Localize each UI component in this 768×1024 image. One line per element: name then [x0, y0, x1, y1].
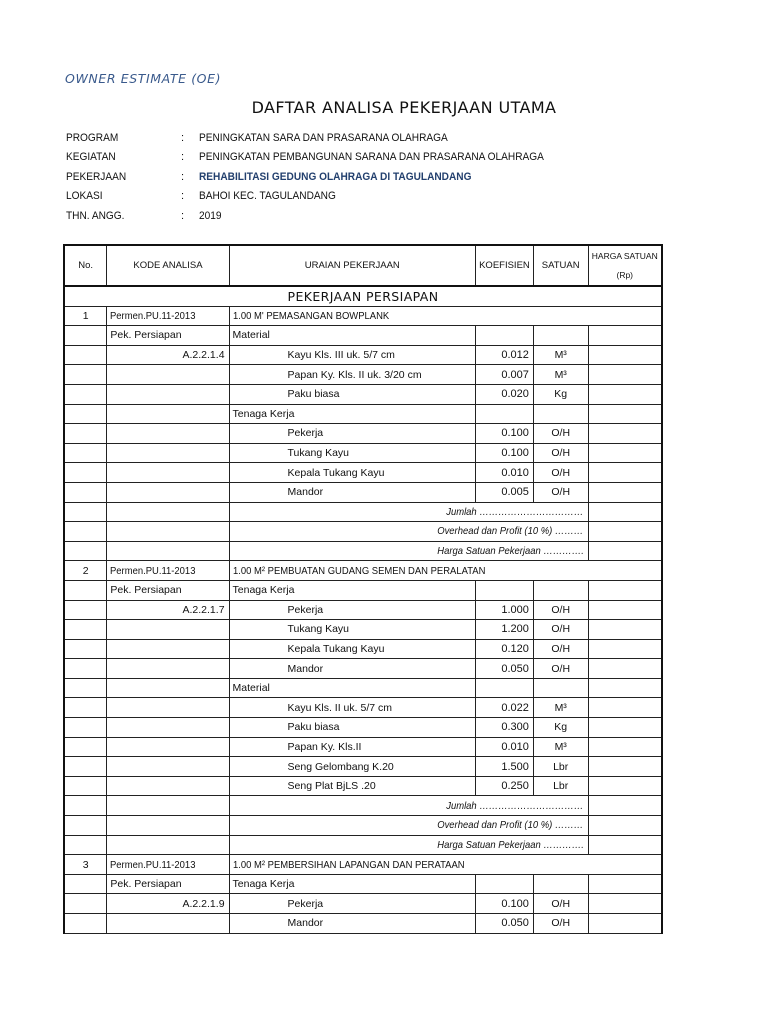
coefficient: 0.012 [476, 345, 534, 365]
coefficient: 1.000 [476, 600, 534, 620]
unit: Kg [533, 384, 588, 404]
item-number: 2 [64, 561, 107, 581]
summary-jumlah-text: Jumlah …………………………… [446, 505, 584, 518]
component-name: Kayu Kls. III uk. 5/7 cm [229, 345, 475, 365]
empty-cell [64, 678, 107, 698]
empty-cell [64, 776, 107, 796]
summary-jumlah-text: Jumlah …………………………… [446, 799, 584, 812]
coefficient: 0.007 [476, 365, 534, 385]
empty-cell [64, 659, 107, 679]
unit-price-cell [588, 345, 662, 365]
empty-cell [476, 326, 534, 346]
analysis-code: A.2.2.1.9 [107, 894, 229, 914]
empty-cell [64, 482, 107, 502]
header-satuan: SATUAN [533, 245, 588, 286]
empty-cell [107, 404, 229, 424]
empty-cell [64, 365, 107, 385]
component-row [64, 600, 662, 620]
coefficient: 1.500 [476, 757, 534, 777]
info-value: REHABILITASI GEDUNG OLAHRAGA DI TAGULANDANG [199, 170, 472, 183]
item-reference-text: Permen.PU.11-2013 [110, 564, 196, 577]
summary-jumlah [229, 796, 588, 816]
item-reference [107, 561, 229, 581]
summary-value [588, 835, 662, 855]
unit-price-cell [588, 463, 662, 483]
unit-price-cell [588, 718, 662, 738]
empty-cell [64, 874, 107, 894]
info-row [66, 187, 706, 207]
analysis-code: A.2.2.1.4 [107, 345, 229, 365]
empty-cell [476, 678, 534, 698]
component-name: Mandor [229, 914, 475, 934]
unit-price-cell [588, 600, 662, 620]
empty-cell [533, 874, 588, 894]
unit-price-cell [588, 639, 662, 659]
empty-cell [64, 345, 107, 365]
component-name: Seng Gelombang K.20 [229, 757, 475, 777]
component-row [64, 482, 662, 502]
coefficient: 0.020 [476, 384, 534, 404]
component-row [64, 463, 662, 483]
info-row [66, 167, 706, 187]
empty-cell [107, 698, 229, 718]
info-value: PENINGKATAN SARA DAN PRASARANA OLAHRAGA [199, 131, 448, 144]
empty-cell [533, 404, 588, 424]
info-colon: : [181, 209, 185, 222]
unit: O/H [533, 600, 588, 620]
empty-cell [107, 384, 229, 404]
empty-cell [64, 894, 107, 914]
empty-cell [107, 718, 229, 738]
group-row [64, 326, 662, 346]
item-header-row [64, 561, 662, 581]
empty-cell [64, 600, 107, 620]
component-row [64, 365, 662, 385]
info-colon: : [181, 170, 185, 183]
summary-harga [229, 541, 588, 561]
coefficient: 0.120 [476, 639, 534, 659]
component-row [64, 737, 662, 757]
component-name: Papan Ky. Kls.II [229, 737, 475, 757]
unit: O/H [533, 443, 588, 463]
component-row [64, 384, 662, 404]
summary-row [64, 522, 662, 542]
unit: O/H [533, 659, 588, 679]
summary-value [588, 541, 662, 561]
component-name: Kayu Kls. II uk. 5/7 cm [229, 698, 475, 718]
table-header-row [64, 245, 662, 286]
empty-cell [107, 914, 229, 934]
owner-estimate-label: OWNER ESTIMATE (OE) [65, 71, 222, 86]
group-label: Pek. Persiapan [107, 874, 229, 894]
empty-cell [107, 502, 229, 522]
section-row [64, 286, 662, 306]
page-title: DAFTAR ANALISA PEKERJAAN UTAMA [251, 98, 557, 117]
empty-cell [64, 718, 107, 738]
unit: M³ [533, 737, 588, 757]
section-title: PEKERJAAN PERSIAPAN [64, 286, 662, 306]
component-name: Tukang Kayu [229, 443, 475, 463]
empty-cell [64, 835, 107, 855]
empty-cell [107, 776, 229, 796]
empty-cell [64, 384, 107, 404]
info-value: BAHOI KEC. TAGULANDANG [199, 190, 336, 203]
empty-cell [107, 796, 229, 816]
summary-row [64, 835, 662, 855]
empty-cell [64, 522, 107, 542]
empty-cell [588, 326, 662, 346]
header-uraian: URAIAN PEKERJAAN [229, 245, 475, 286]
empty-cell [64, 796, 107, 816]
unit: O/H [533, 894, 588, 914]
component-row [64, 424, 662, 444]
item-header-row [64, 855, 662, 875]
empty-cell [588, 874, 662, 894]
component-name: Seng Plat BjLS .20 [229, 776, 475, 796]
coefficient: 0.100 [476, 424, 534, 444]
empty-cell [107, 639, 229, 659]
empty-cell [64, 580, 107, 600]
info-row [66, 128, 706, 148]
item-title [229, 561, 662, 581]
group-name: Material [229, 326, 475, 346]
group-label: Pek. Persiapan [107, 580, 229, 600]
empty-cell [64, 502, 107, 522]
component-name: Pekerja [229, 894, 475, 914]
summary-overhead [229, 522, 588, 542]
analysis-table [63, 244, 663, 934]
coefficient: 0.250 [476, 776, 534, 796]
component-row [64, 757, 662, 777]
component-name: Paku biasa [229, 384, 475, 404]
info-label: PEKERJAAN [66, 170, 127, 183]
empty-cell [107, 482, 229, 502]
header-kode: KODE ANALISA [107, 245, 229, 286]
group-name: Material [229, 678, 475, 698]
unit-price-cell [588, 424, 662, 444]
summary-row [64, 502, 662, 522]
empty-cell [533, 580, 588, 600]
component-name: Mandor [229, 659, 475, 679]
unit-price-cell [588, 620, 662, 640]
component-row [64, 718, 662, 738]
summary-harga-text: Harga Satuan Pekerjaan …………. [436, 545, 584, 558]
item-reference-text: Permen.PU.11-2013 [110, 309, 196, 322]
unit-price-cell [588, 384, 662, 404]
component-name: Papan Ky. Kls. II uk. 3/20 cm [229, 365, 475, 385]
empty-cell [107, 522, 229, 542]
empty-cell [64, 914, 107, 934]
empty-cell [64, 639, 107, 659]
item-title [229, 306, 662, 326]
coefficient: 0.100 [476, 894, 534, 914]
component-row [64, 914, 662, 934]
group-row [64, 404, 662, 424]
coefficient: 0.022 [476, 698, 534, 718]
info-colon: : [181, 151, 185, 164]
empty-cell [107, 541, 229, 561]
summary-value [588, 522, 662, 542]
empty-cell [64, 757, 107, 777]
summary-row [64, 541, 662, 561]
project-info [66, 128, 706, 226]
component-row [64, 659, 662, 679]
info-label: KEGIATAN [66, 151, 116, 164]
group-name: Tenaga Kerja [229, 874, 475, 894]
item-number: 3 [64, 855, 107, 875]
item-reference-text: Permen.PU.11-2013 [110, 858, 196, 871]
unit-price-cell [588, 698, 662, 718]
component-row [64, 698, 662, 718]
unit-price-cell [588, 443, 662, 463]
item-title [229, 855, 662, 875]
component-row [64, 620, 662, 640]
info-row [66, 206, 706, 226]
item-reference [107, 306, 229, 326]
component-row [64, 443, 662, 463]
empty-cell [107, 443, 229, 463]
summary-harga-text: Harga Satuan Pekerjaan …………. [436, 838, 584, 851]
info-label: THN. ANGG. [66, 209, 125, 222]
coefficient: 1.200 [476, 620, 534, 640]
empty-cell [533, 678, 588, 698]
group-label: Pek. Persiapan [107, 326, 229, 346]
component-row [64, 894, 662, 914]
empty-cell [107, 678, 229, 698]
component-name: Paku biasa [229, 718, 475, 738]
unit-price-cell [588, 659, 662, 679]
unit: M³ [533, 698, 588, 718]
info-value: PENINGKATAN PEMBANGUNAN SARANA DAN PRASARANA OLAHRAGA [199, 151, 544, 164]
group-name: Tenaga Kerja [229, 404, 475, 424]
item-title-text: 1.00 M² PEMBERSIHAN LAPANGAN DAN PERATAAN [232, 858, 465, 871]
coefficient: 0.050 [476, 914, 534, 934]
coefficient: 0.010 [476, 463, 534, 483]
empty-cell [588, 580, 662, 600]
coefficient: 0.050 [476, 659, 534, 679]
empty-cell [588, 678, 662, 698]
empty-cell [107, 737, 229, 757]
unit-price-cell [588, 737, 662, 757]
unit: O/H [533, 914, 588, 934]
unit-price-cell [588, 365, 662, 385]
analysis-code: A.2.2.1.7 [107, 600, 229, 620]
empty-cell [533, 326, 588, 346]
unit: M³ [533, 345, 588, 365]
empty-cell [64, 620, 107, 640]
empty-cell [107, 424, 229, 444]
header-no: No. [64, 245, 107, 286]
unit: O/H [533, 463, 588, 483]
component-row [64, 639, 662, 659]
component-name: Tukang Kayu [229, 620, 475, 640]
item-title-text: 1.00 M² PEMBUATAN GUDANG SEMEN DAN PERALATAN [232, 564, 485, 577]
summary-value [588, 816, 662, 836]
empty-cell [64, 816, 107, 836]
item-number: 1 [64, 306, 107, 326]
empty-cell [64, 424, 107, 444]
group-row [64, 874, 662, 894]
empty-cell [107, 816, 229, 836]
unit: Kg [533, 718, 588, 738]
header-koefisien: KOEFISIEN [476, 245, 534, 286]
empty-cell [107, 365, 229, 385]
info-colon: : [181, 190, 185, 203]
header-harga-line2: (Rp) [616, 269, 634, 280]
coefficient: 0.300 [476, 718, 534, 738]
empty-cell [476, 580, 534, 600]
item-reference [107, 855, 229, 875]
group-row [64, 678, 662, 698]
summary-overhead [229, 816, 588, 836]
unit: O/H [533, 424, 588, 444]
empty-cell [588, 404, 662, 424]
group-name: Tenaga Kerja [229, 580, 475, 600]
info-value: 2019 [199, 209, 222, 222]
coefficient: 0.010 [476, 737, 534, 757]
summary-value [588, 796, 662, 816]
summary-row [64, 816, 662, 836]
coefficient: 0.005 [476, 482, 534, 502]
info-colon: : [181, 131, 185, 144]
summary-harga [229, 835, 588, 855]
header-harga-line1: HARGA SATUAN [591, 250, 658, 261]
unit: Lbr [533, 757, 588, 777]
empty-cell [64, 737, 107, 757]
summary-jumlah [229, 502, 588, 522]
unit-price-cell [588, 757, 662, 777]
component-name: Pekerja [229, 424, 475, 444]
empty-cell [476, 404, 534, 424]
empty-cell [64, 463, 107, 483]
item-title-text: 1.00 M' PEMASANGAN BOWPLANK [232, 309, 389, 322]
component-name: Kepala Tukang Kayu [229, 463, 475, 483]
summary-overhead-text: Overhead dan Profit (10 %) ……… [437, 525, 584, 538]
empty-cell [107, 463, 229, 483]
summary-value [588, 502, 662, 522]
header-harga [588, 245, 662, 286]
empty-cell [476, 874, 534, 894]
summary-row [64, 796, 662, 816]
info-label: PROGRAM [66, 131, 119, 144]
component-name: Pekerja [229, 600, 475, 620]
component-row [64, 776, 662, 796]
component-name: Mandor [229, 482, 475, 502]
info-label: LOKASI [66, 190, 103, 203]
item-header-row [64, 306, 662, 326]
empty-cell [107, 835, 229, 855]
group-row [64, 580, 662, 600]
coefficient: 0.100 [476, 443, 534, 463]
unit: M³ [533, 365, 588, 385]
unit: O/H [533, 482, 588, 502]
empty-cell [64, 541, 107, 561]
unit: O/H [533, 620, 588, 640]
empty-cell [64, 326, 107, 346]
empty-cell [64, 404, 107, 424]
unit: O/H [533, 639, 588, 659]
empty-cell [107, 659, 229, 679]
info-row [66, 148, 706, 168]
empty-cell [107, 620, 229, 640]
component-name: Kepala Tukang Kayu [229, 639, 475, 659]
unit-price-cell [588, 894, 662, 914]
empty-cell [64, 698, 107, 718]
empty-cell [107, 757, 229, 777]
summary-overhead-text: Overhead dan Profit (10 %) ……… [437, 819, 584, 832]
unit-price-cell [588, 482, 662, 502]
unit-price-cell [588, 914, 662, 934]
empty-cell [64, 443, 107, 463]
component-row [64, 345, 662, 365]
unit: Lbr [533, 776, 588, 796]
unit-price-cell [588, 776, 662, 796]
